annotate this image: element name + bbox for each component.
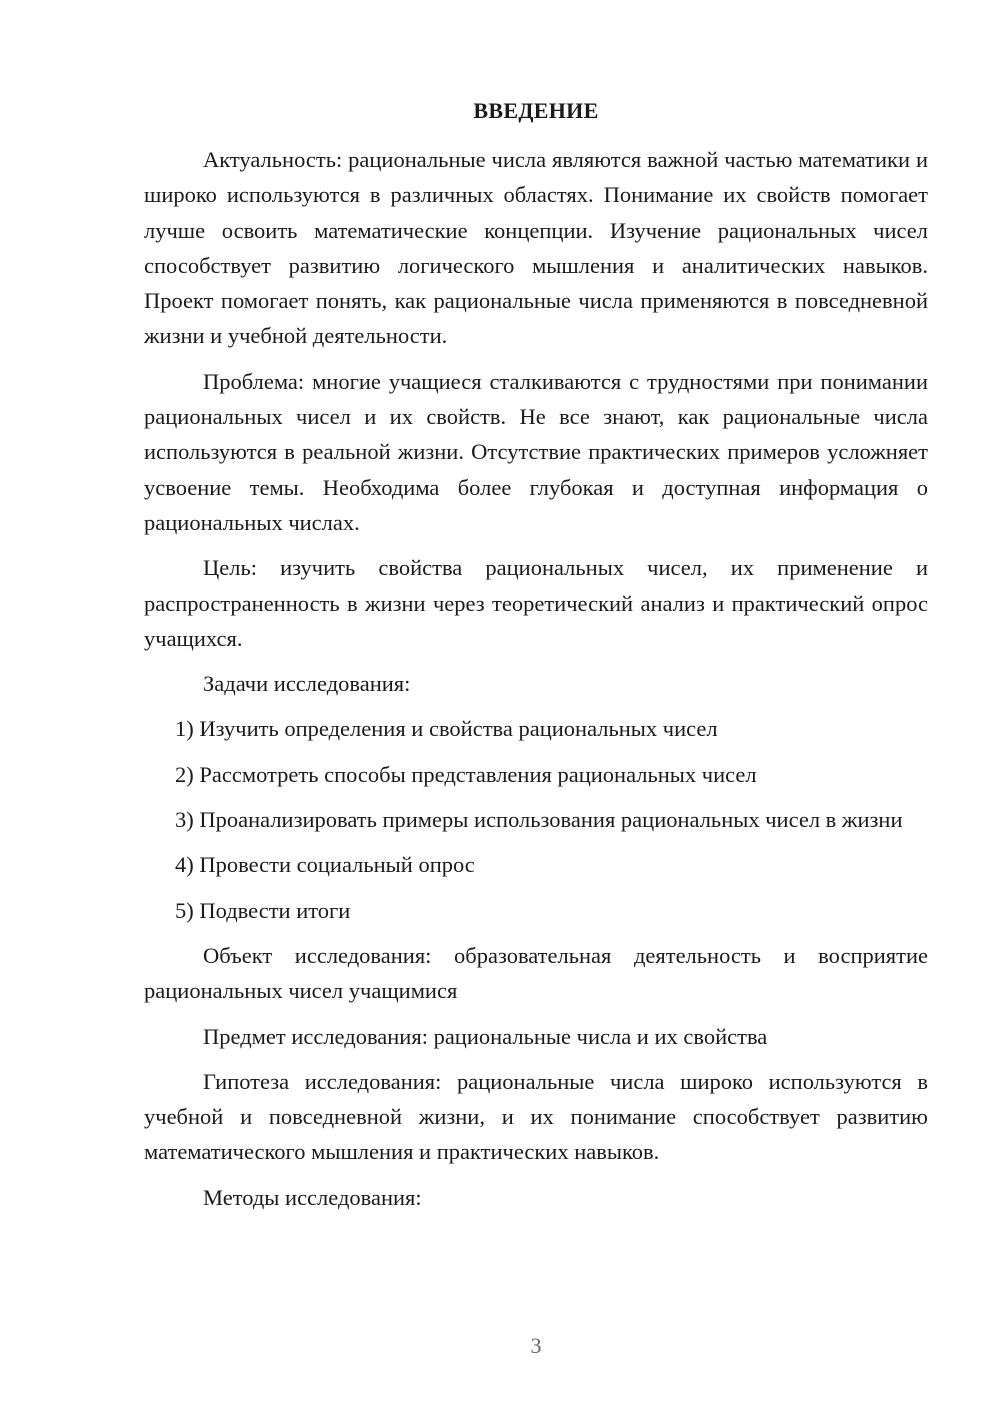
- object-paragraph: Объект исследования: образовательная деятельность и восприятие рациональных чисел учащимися: [144, 942, 928, 1004]
- page-number: 3: [530, 1333, 542, 1358]
- hypothesis-paragraph: Гипотеза исследования: рациональные числа широко используются в учебной и повседневной жизни, и их понимание способствует развитию математического мышления и практических навыков.: [144, 1068, 928, 1165]
- relevance-paragraph: Актуальность: рациональные числа являются важной частью математики и широко используются в различных областях. Понимание их свойств помогает лучше освоить математические концепции. Изучение рациональных чисел способствует развитию логического мышления и аналитических навыков. Проект помогает понять, как рациональные числа применяются в повседневной жизни и учебной деятельности.: [144, 147, 928, 349]
- task-item: 2) Рассмотреть способы представления рациональных чисел: [175, 761, 757, 787]
- tasks-heading: Задачи исследования:: [203, 671, 411, 697]
- problem-paragraph: Проблема: многие учащиеся сталкиваются с трудностями при понимании рациональных чисел и их свойств. Не все знают, как рациональные числа используются в реальной жизни. Отсутствие практических примеров усложняет усвоение темы. Необходима более глубокая и доступная информация о рациональных числах.: [144, 368, 928, 535]
- document-body: [144, 142, 928, 1225]
- section-title: ВВЕДЕНИЕ: [473, 98, 599, 123]
- task-item: 4) Провести социальный опрос: [175, 852, 475, 878]
- subject-paragraph: Предмет исследования: рациональные числа и их свойства: [203, 1023, 768, 1049]
- task-item: 3) Проанализировать примеры использования рациональных чисел в жизни: [175, 807, 903, 833]
- goal-paragraph: Цель: изучить свойства рациональных чисел, их применение и распространенность в жизни через теоретический анализ и практический опрос учащихся.: [144, 555, 928, 651]
- task-item: 1) Изучить определения и свойства рациональных чисел: [175, 716, 718, 742]
- task-item: 5) Подвести итоги: [175, 897, 351, 923]
- methods-heading: Методы исследования:: [203, 1184, 422, 1210]
